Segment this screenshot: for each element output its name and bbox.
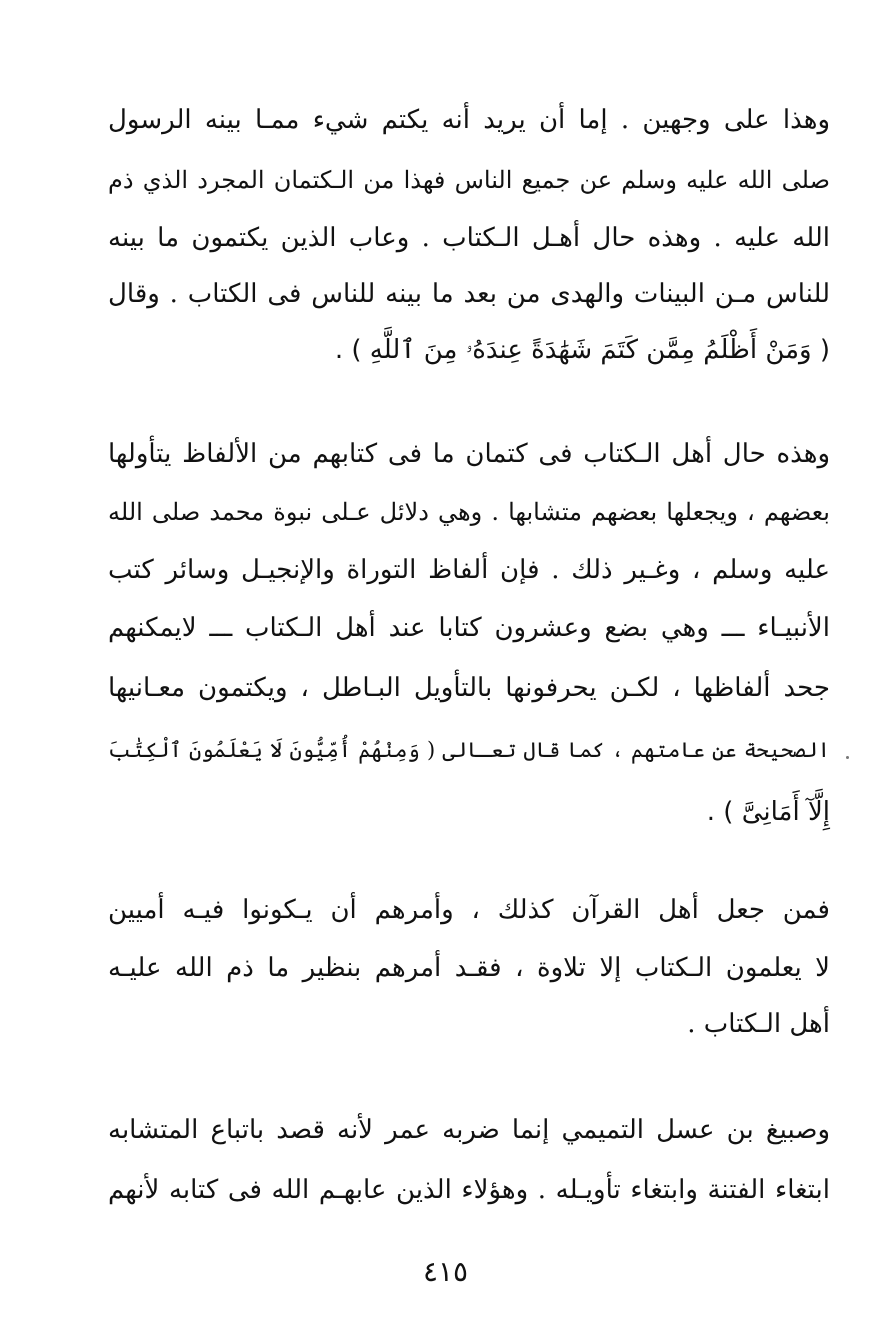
paragraph-2-line-4: الأنبيـاء ـــ وهي بضع وعشرون كتابا عند أهل الـكتاب ـــ لايمكنهم bbox=[108, 613, 830, 643]
paragraph-1-line-4: للناس مـن البينات والهدى من بعد ما بينه للناس فى الكتاب . وقال bbox=[108, 279, 830, 309]
margin-mark bbox=[846, 756, 849, 759]
paragraph-3-line-1: فمن جعل أهل القرآن كذلك ، وأمرهم أن يـكونوا فيـه أميين bbox=[108, 895, 830, 925]
paragraph-2-line-5: جحد ألفاظها ، لكـن يحرفونها بالتأويل البـاطل ، ويكتمون معـانيها bbox=[108, 673, 830, 703]
paragraph-2-line-3: عليه وسلم ، وغـير ذلك . فإن ألفاظ التوراة والإنجيـل وسائر كتب bbox=[108, 555, 830, 585]
paragraph-1-line-1: وهذا على وجهين . إما أن يريد أنه يكتم شيء ممـا بينه الرسول bbox=[108, 105, 830, 135]
paragraph-3-line-3: أهل الـكتاب . bbox=[687, 1009, 830, 1039]
paragraph-2-quran-verse-end: إِلَّآ أَمَانِىَّ ) . bbox=[706, 797, 830, 827]
paragraph-4-line-1: وصبيغ بن عسل التميمي إنما ضربه عمر لأنه قصد باتباع المتشابه bbox=[108, 1115, 830, 1145]
paragraph-3-line-2: لا يعلمون الـكتاب إلا تلاوة ، فقـد أمرهم بنظير ما ذم الله عليـه bbox=[108, 953, 830, 983]
paragraph-1-quran-verse: ( وَمَنْ أَظْلَمُ مِمَّن كَتَمَ شَهَٰدَةً عِندَهُۥ مِنَ ٱللَّهِ ) . bbox=[334, 335, 830, 365]
paragraph-1-line-3: الله عليه . وهذه حال أهـل الـكتاب . وعاب الذين يكتمون ما بينه bbox=[108, 223, 830, 253]
page-number: ٤١٥ bbox=[422, 1255, 469, 1288]
paragraph-2-line-1: وهذه حال أهل الـكتاب فى كتمان ما فى كتابهم من الألفاظ يتأولها bbox=[108, 439, 830, 469]
paragraph-2-line-6: الصحيحة عن عامتهم ، كما قال تعـالى ( وَمِنْهُمْ أُمِّيُّونَ لَا يَعْلَمُونَ ٱلْكِتَٰبَ bbox=[108, 738, 830, 762]
paragraph-2-line-2: بعضهم ، ويجعلها بعضهم متشابها . وهي دلائل عـلى نبوة محمد صلى الله bbox=[108, 498, 830, 526]
paragraph-1-line-2: صلى الله عليه وسلم عن جميع الناس فهذا من الـكتمان المجرد الذي ذم bbox=[108, 166, 830, 194]
paragraph-4-line-2: ابتغاء الفتنة وابتغاء تأويـله . وهؤلاء الذين عابهـم الله فى كتابه لأنهم bbox=[108, 1175, 830, 1205]
